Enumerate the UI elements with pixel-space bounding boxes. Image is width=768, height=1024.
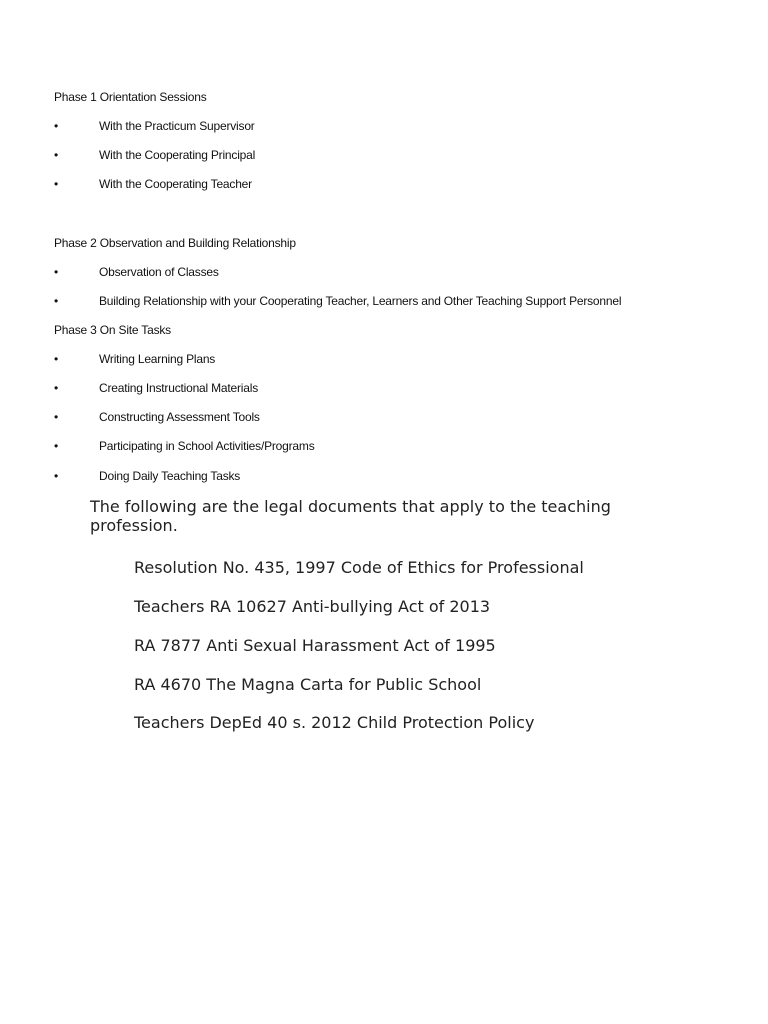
phase-1-heading: Phase 1 Orientation Sessions xyxy=(54,90,207,104)
bullet-icon: • xyxy=(54,119,59,133)
bullet-icon: • xyxy=(54,177,59,191)
bullet-icon: • xyxy=(54,265,59,279)
list-item-text: Building Relationship with your Cooperating Teacher, Learners and Other Teaching Support Personnel xyxy=(99,294,622,308)
legal-document-line: Teachers RA 10627 Anti-bullying Act of 2013 xyxy=(134,597,491,616)
legal-document-line: Resolution No. 435, 1997 Code of Ethics for Professional xyxy=(134,558,584,577)
legal-document-line: Teachers DepEd 40 s. 2012 Child Protection Policy xyxy=(134,713,535,732)
list-item-text: Participating in School Activities/Programs xyxy=(99,439,315,453)
bullet-icon: • xyxy=(54,381,59,395)
list-item-text: Doing Daily Teaching Tasks xyxy=(99,469,241,483)
phase-2-heading: Phase 2 Observation and Building Relationship xyxy=(54,236,296,250)
legal-document-line: RA 4670 The Magna Carta for Public School xyxy=(134,675,482,694)
bullet-icon: • xyxy=(54,352,59,366)
legal-document-line: RA 7877 Anti Sexual Harassment Act of 1995 xyxy=(134,636,496,655)
bullet-icon: • xyxy=(54,439,59,453)
list-item-text: Creating Instructional Materials xyxy=(99,381,259,395)
list-item-text: Writing Learning Plans xyxy=(99,352,216,366)
list-item-text: With the Practicum Supervisor xyxy=(99,119,255,133)
legal-intro-paragraph: The following are the legal documents that apply to the teaching profession. xyxy=(90,497,611,535)
list-item-text: Constructing Assessment Tools xyxy=(99,410,260,424)
bullet-icon: • xyxy=(54,294,59,308)
list-item-text: With the Cooperating Teacher xyxy=(99,177,252,191)
bullet-icon: • xyxy=(54,410,59,424)
list-item-text: With the Cooperating Principal xyxy=(99,148,256,162)
bullet-icon: • xyxy=(54,469,59,483)
bullet-icon: • xyxy=(54,148,59,162)
list-item-text: Observation of Classes xyxy=(99,265,219,279)
phase-3-heading: Phase 3 On Site Tasks xyxy=(54,323,171,337)
